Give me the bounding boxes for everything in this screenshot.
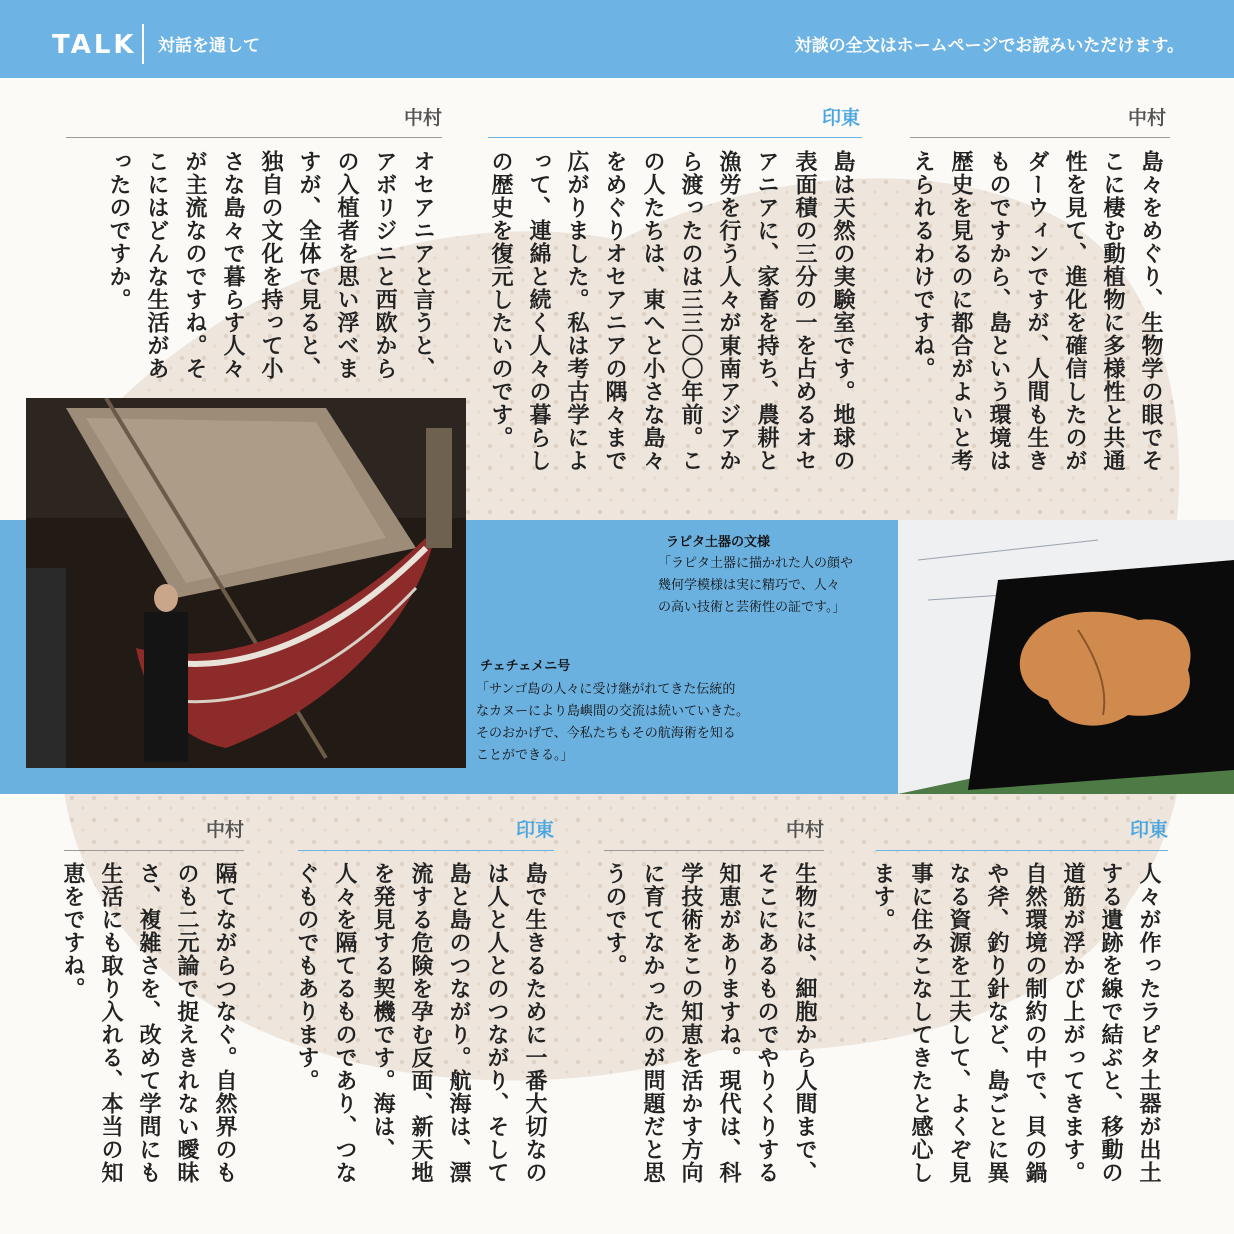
- speaker-into-1: 印東: [821, 107, 860, 129]
- dialogue-into-2: 人々が作ったラピタ土器が出土する遺跡を線で結ぶと、移動の道筋が浮かび上がってきます。自然環境の制約の中で、貝の鍋や斧、釣り針など、島ごとに異なる資源を工夫して、よくぞ見事に住みこなしてきたと感心します。: [870, 862, 1162, 1184]
- dialogue-nakamura-1: 島々をめぐり、生物学の眼でそこに棲む動植物に多様性と共通性を見て、進化を確信したのがダーウィンですが、人間も生きものですから、島という環境は歴史を見るのに都合がよいと考えられるわけですね。: [910, 150, 1164, 472]
- speaker-nakamura-3: 中村: [785, 819, 824, 841]
- header-note: 対談の全文はホームページでお読みいただけます。: [794, 36, 1184, 56]
- caption-lapita-line-1: 「ラピタ土器に描かれた人の顔や: [658, 556, 854, 571]
- canoe-photo: [26, 398, 466, 768]
- caption-canoe-line-2: なカヌーにより島嶼間の交流は続いていきた。: [476, 704, 750, 719]
- speaker-rule: [298, 850, 554, 851]
- speaker-rule: [488, 137, 862, 138]
- pottery-photo: [898, 520, 1234, 794]
- header-subtitle: 対話を通して: [158, 36, 260, 56]
- speaker-rule: [876, 850, 1168, 851]
- speaker-into-3: 印東: [515, 819, 554, 841]
- caption-area: [466, 520, 898, 768]
- pottery-illustration: [898, 520, 1234, 794]
- caption-canoe-line-4: ことができる。」: [476, 748, 574, 763]
- dialogue-into-1: 島は天然の実験室です。地球の表面積の三分の一を占めるオセアニアに、家畜を持ち、農耕と漁労を行う人々が東南アジアから渡ったのは三三〇〇年前。この人たちは、東へと小さな島々をめぐりオセアニアの隅々まで広がりました。私は考古学によって、連綿と続く人々の暮らしの歴史を復元したいのです。: [488, 150, 856, 472]
- dialogue-nakamura-2: オセアニアと言うと、アボリジニと西欧からの入植者を思い浮べますが、全体で見ると、独自の文化を持って小さな島々で暮らす人々が主流なのですね。そこにはどんな生活があったのですか。: [106, 150, 436, 380]
- caption-lapita-title: ラピタ土器の文様: [666, 535, 771, 550]
- speaker-into-2: 印東: [1129, 819, 1168, 841]
- caption-lapita-line-3: の高い技術と芸術性の証です。」: [658, 600, 846, 615]
- talk-label: TALK: [52, 30, 137, 60]
- speaker-rule: [910, 137, 1170, 138]
- speaker-rule: [66, 137, 442, 138]
- speaker-nakamura-4: 中村: [205, 819, 244, 841]
- caption-lapita-line-2: 幾何学模様は実に精巧で、人々: [658, 578, 840, 593]
- speaker-rule: [64, 850, 244, 851]
- speaker-nakamura-2: 中村: [403, 107, 442, 129]
- dialogue-nakamura-4: 隔てながらつなぐ。自然界のものも二元論で捉えきれない曖昧さ、複雑さを、改めて学問にも生活にも取り入れる、本当の知恵をですね。: [60, 862, 238, 1184]
- caption-canoe-line-1: 「サンゴ島の人々に受け継がれてきた伝統的: [476, 682, 736, 697]
- speaker-nakamura-1: 中村: [1127, 107, 1166, 129]
- canoe-illustration: [26, 398, 466, 768]
- dialogue-nakamura-3: 生物には、細胞から人間まで、そこにあるものでやりくりする知恵がありますね。現代は、科学技術をこの知恵を活かす方向に育てなかったのが問題だと思うのです。: [602, 862, 818, 1184]
- dialogue-into-3: 島で生きるために一番大切なのは人と人とのつながり、そして島と島のつながり。航海は、漂流する危険を孕む反面、新天地を発見する契機です。海は、人々を隔てるものであり、つなぐものでもあります。: [294, 862, 548, 1184]
- caption-canoe-line-3: そのおかげで、今私たちもその航海術を知る: [476, 726, 736, 741]
- caption-canoe-title: チェチェメニ号: [480, 659, 571, 674]
- speaker-rule: [604, 850, 824, 851]
